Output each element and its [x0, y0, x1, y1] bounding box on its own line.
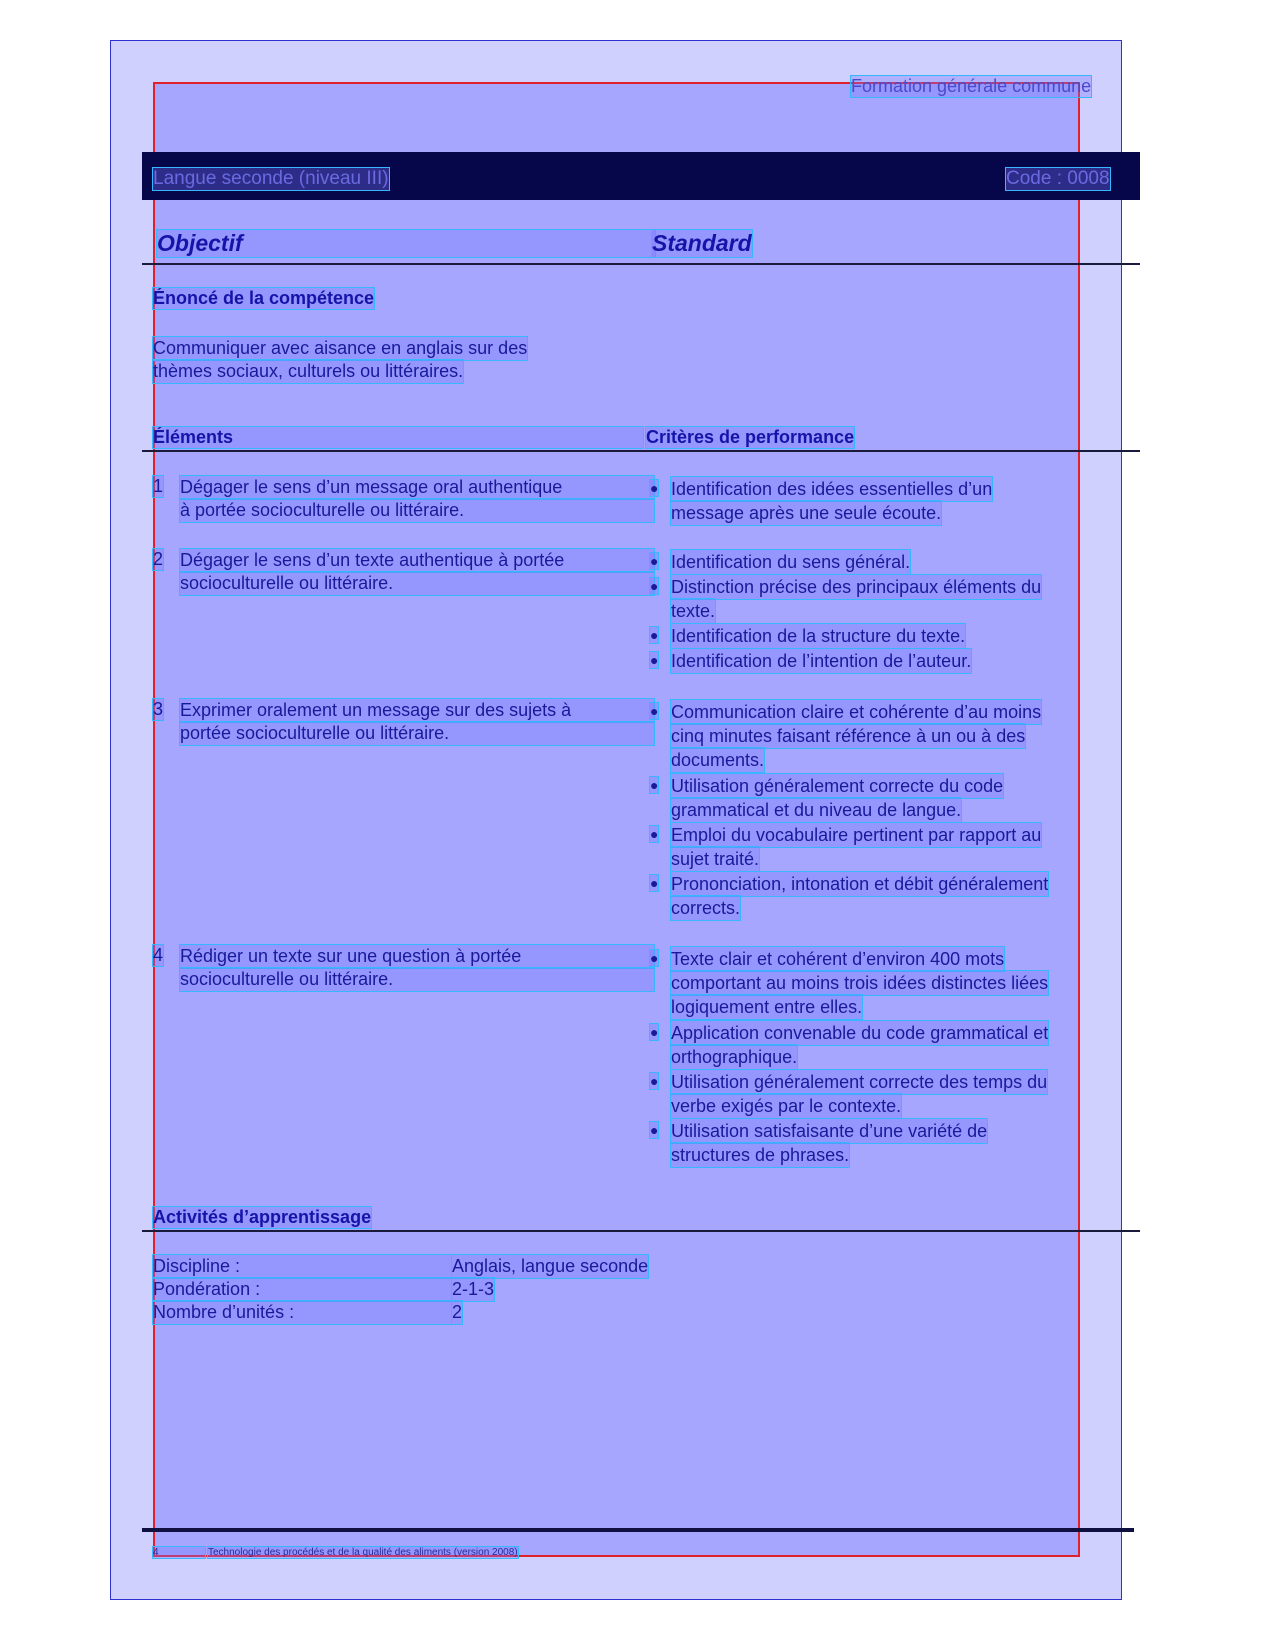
criterion-line: Utilisation satisfaisante d’une variété de: [671, 1121, 988, 1141]
criterion-line: grammatical et du niveau de langue.: [671, 800, 962, 820]
bullet-icon: ●: [650, 578, 659, 594]
bullet-icon: ●: [650, 703, 659, 719]
bullet-icon: ●: [650, 950, 659, 966]
page-number: 4: [153, 1547, 205, 1558]
criterion-line: Distinction précise des principaux éléments du: [671, 577, 1042, 597]
criterion-line: Prononciation, intonation et débit généralement: [671, 874, 1049, 894]
bullet-icon: ●: [650, 1024, 659, 1040]
divider: [142, 450, 1140, 452]
footer-text: Technologie des procédés et de la qualité des aliments (version 2008): [208, 1547, 518, 1558]
bullet-icon: ●: [650, 826, 659, 842]
competence-line-1: Communiquer avec aisance en anglais sur des: [153, 338, 528, 358]
element-number: 3: [153, 699, 164, 719]
program-label: Formation générale commune: [851, 76, 1092, 96]
element-text-line: portée socioculturelle ou littéraire.: [180, 722, 654, 745]
criterion-line: texte.: [671, 601, 716, 621]
criterion-line: Communication claire et cohérente d’au moins: [671, 702, 1042, 722]
criterion-line: orthographique.: [671, 1047, 798, 1067]
criterion-line: message après une seule écoute.: [671, 503, 942, 523]
element-text-line: Rédiger un texte sur une question à portée: [180, 945, 654, 968]
bullet-icon: ●: [650, 480, 659, 496]
criteria-heading: Critères de performance: [646, 427, 855, 447]
criterion-line: logiquement entre elles.: [671, 997, 863, 1017]
criterion-line: Texte clair et cohérent d’environ 400 mots: [671, 949, 1005, 969]
criterion-line: corrects.: [671, 898, 741, 918]
bullet-icon: ●: [650, 1073, 659, 1089]
objective-heading: Objectif: [157, 230, 655, 257]
criterion-line: Identification du sens général.: [671, 552, 911, 572]
criterion-line: cinq minutes faisant référence à un ou à des: [671, 726, 1026, 746]
element-text-line: socioculturelle ou littéraire.: [180, 968, 654, 991]
element-number: 1: [153, 476, 164, 496]
bullet-icon: ●: [650, 627, 659, 643]
criterion-line: Emploi du vocabulaire pertinent par rapport au: [671, 825, 1042, 845]
activities-heading: Activités d’apprentissage: [153, 1207, 372, 1227]
competence-heading: Énoncé de la compétence: [153, 288, 375, 308]
course-title: Langue seconde (niveau III): [153, 168, 389, 189]
criterion-line: documents.: [671, 750, 765, 770]
bullet-icon: ●: [650, 777, 659, 793]
criterion-line: Utilisation généralement correcte des temps du: [671, 1072, 1048, 1092]
criterion-line: sujet traité.: [671, 849, 760, 869]
standard-heading: Standard: [652, 230, 752, 256]
discipline-value: Anglais, langue seconde: [452, 1256, 649, 1276]
course-code: Code : 0008: [1006, 168, 1110, 189]
criterion-line: comportant au moins trois idées distinctes liées: [671, 973, 1049, 993]
divider: [142, 1230, 1140, 1232]
divider: [142, 263, 1140, 265]
weighting-label: Pondération :: [153, 1278, 451, 1301]
footer-divider: [142, 1528, 1134, 1532]
discipline-label: Discipline :: [153, 1255, 451, 1278]
element-text-line: à portée socioculturelle ou littéraire.: [180, 499, 654, 522]
criterion-line: Identification des idées essentielles d’un: [671, 479, 993, 499]
element-number: 4: [153, 945, 164, 965]
units-label: Nombre d’unités :: [153, 1301, 451, 1324]
element-number: 2: [153, 549, 164, 569]
criterion-line: Identification de l’intention de l’auteur.: [671, 651, 972, 671]
bullet-icon: ●: [650, 875, 659, 891]
criterion-line: Utilisation généralement correcte du code: [671, 776, 1004, 796]
criterion-line: Application convenable du code grammatical et: [671, 1023, 1049, 1043]
element-text-line: Exprimer oralement un message sur des sujets à: [180, 699, 654, 722]
bullet-icon: ●: [650, 553, 659, 569]
criterion-line: structures de phrases.: [671, 1145, 850, 1165]
weighting-value: 2-1-3: [452, 1279, 495, 1299]
elements-heading: Éléments: [153, 427, 643, 448]
competence-line-2: thèmes sociaux, culturels ou littéraires.: [153, 361, 464, 381]
bullet-icon: ●: [650, 652, 659, 668]
units-value: 2: [452, 1302, 463, 1322]
criterion-line: Identification de la structure du texte.: [671, 626, 966, 646]
element-text-line: socioculturelle ou littéraire.: [180, 572, 654, 595]
element-text-line: Dégager le sens d’un message oral authentique: [180, 476, 654, 499]
element-text-line: Dégager le sens d’un texte authentique à portée: [180, 549, 654, 572]
criterion-line: verbe exigés par le contexte.: [671, 1096, 902, 1116]
bullet-icon: ●: [650, 1122, 659, 1138]
